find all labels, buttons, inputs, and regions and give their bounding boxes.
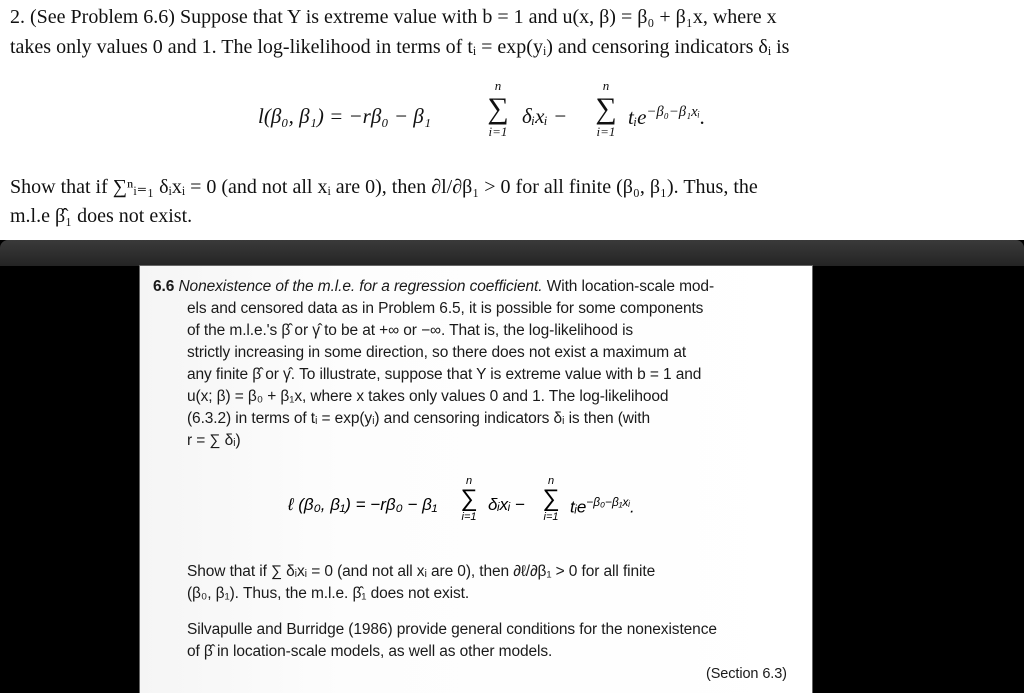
summation-2 xyxy=(590,78,622,140)
problem-line-1: 2. (See Problem 6.6) Suppose that Y is extreme value with b = 1 and u(x, β) = β₀ + β₁x, where x xyxy=(10,6,777,28)
scan-summation-2 xyxy=(538,475,564,523)
problem-line-2: takes only values 0 and 1. The log-likelihood in terms of tᵢ = exp(yᵢ) and censoring indicators δᵢ is xyxy=(10,36,790,58)
scan-para2-line-2: (β₀, β₁). Thus, the m.l.e. β̂₁ does not exist. xyxy=(187,585,470,602)
scan-line: r = ∑ δᵢ) xyxy=(187,432,241,449)
summation-1 xyxy=(482,78,514,140)
scan-problem-title: Nonexistence of the m.l.e. for a regression coefficient. xyxy=(178,278,543,295)
scan-heading-line: 6.6 Nonexistence of the m.l.e. for a regression coefficient. With location-scale mod- xyxy=(153,278,715,295)
scan-para2-line-1: Show that if ∑ δᵢxᵢ = 0 (and not all xᵢ are 0), then ∂ℓ/∂β₁ > 0 for all finite xyxy=(187,563,656,580)
scan-sum-2-term: tᵢe$^{-\beta_0-\beta_1xᵢ}$. xyxy=(570,495,635,517)
sum-2-term: tᵢe$^{-\beta_0-\beta_1xᵢ}$. xyxy=(628,104,706,129)
sigma-symbol: ∑ xyxy=(487,92,509,125)
scan-sum-1-term: δᵢxᵢ − xyxy=(488,495,525,514)
sum-lower-limit: i=1 xyxy=(461,511,477,523)
sum-upper-limit: n xyxy=(602,78,610,93)
window-divider xyxy=(0,240,1024,266)
scan-line: any finite β̂ or γ̂. To illustrate, suppose that Y is extreme value with b = 1 and xyxy=(187,366,702,383)
sum-lower-limit: i=1 xyxy=(488,124,508,139)
scan-equation-lhs: ℓ (β₀, β₁) = −rβ₀ − β₁ xyxy=(288,495,438,514)
equation-lhs: l(β₀, β₁) = −rβ₀ − β₁ xyxy=(258,104,432,128)
sum-upper-limit: n xyxy=(547,475,555,487)
scan-line: els and censored data as in Problem 6.5, it is possible for some components xyxy=(187,300,704,317)
sigma-symbol: ∑ xyxy=(460,485,478,512)
sum-lower-limit: i=1 xyxy=(596,124,616,139)
sigma-symbol: ∑ xyxy=(595,92,617,125)
section-reference: (Section 6.3) xyxy=(706,666,787,682)
scan-line: (6.3.2) in terms of tᵢ = exp(yᵢ) and censoring indicators δᵢ is then (with xyxy=(187,410,650,427)
sigma-symbol: ∑ xyxy=(542,485,560,512)
scan-para3-line-2: of β̂ in location-scale models, as well as other models. xyxy=(187,643,553,660)
sum-upper-limit: n xyxy=(494,78,502,93)
problem-text-panel xyxy=(0,0,1024,240)
scan-problem-number: 6.6 xyxy=(153,278,175,295)
scan-para3-line-1: Silvapulle and Burridge (1986) provide general conditions for the nonexistence xyxy=(187,621,717,638)
problem-line-3: Show that if ∑ⁿᵢ₌₁ δᵢxᵢ = 0 (and not all xᵢ are 0), then ∂l/∂β₁ > 0 for all finite (β₀, β₁). Thus, the xyxy=(10,176,758,198)
sum-lower-limit: i=1 xyxy=(543,511,559,523)
scan-line: u(x; β) = β₀ + β₁x, where x takes only values 0 and 1. The log-likelihood xyxy=(187,388,669,405)
exponent: −β₀−β₁xᵢ xyxy=(586,495,630,509)
scan-line: of the m.l.e.'s β̂ or γ̂ to be at +∞ or −∞. That is, the log-likelihood is xyxy=(187,322,634,339)
sum-upper-limit: n xyxy=(465,475,473,487)
scan-line: strictly increasing in some direction, so there does not exist a maximum at xyxy=(187,344,687,361)
problem-line-4: m.l.e β̂₁ does not exist. xyxy=(10,205,193,227)
sum-1-term: δᵢxᵢ − xyxy=(522,104,568,128)
scan-summation-1 xyxy=(456,475,482,523)
exponent: −β₀−β₁xᵢ xyxy=(646,104,700,120)
